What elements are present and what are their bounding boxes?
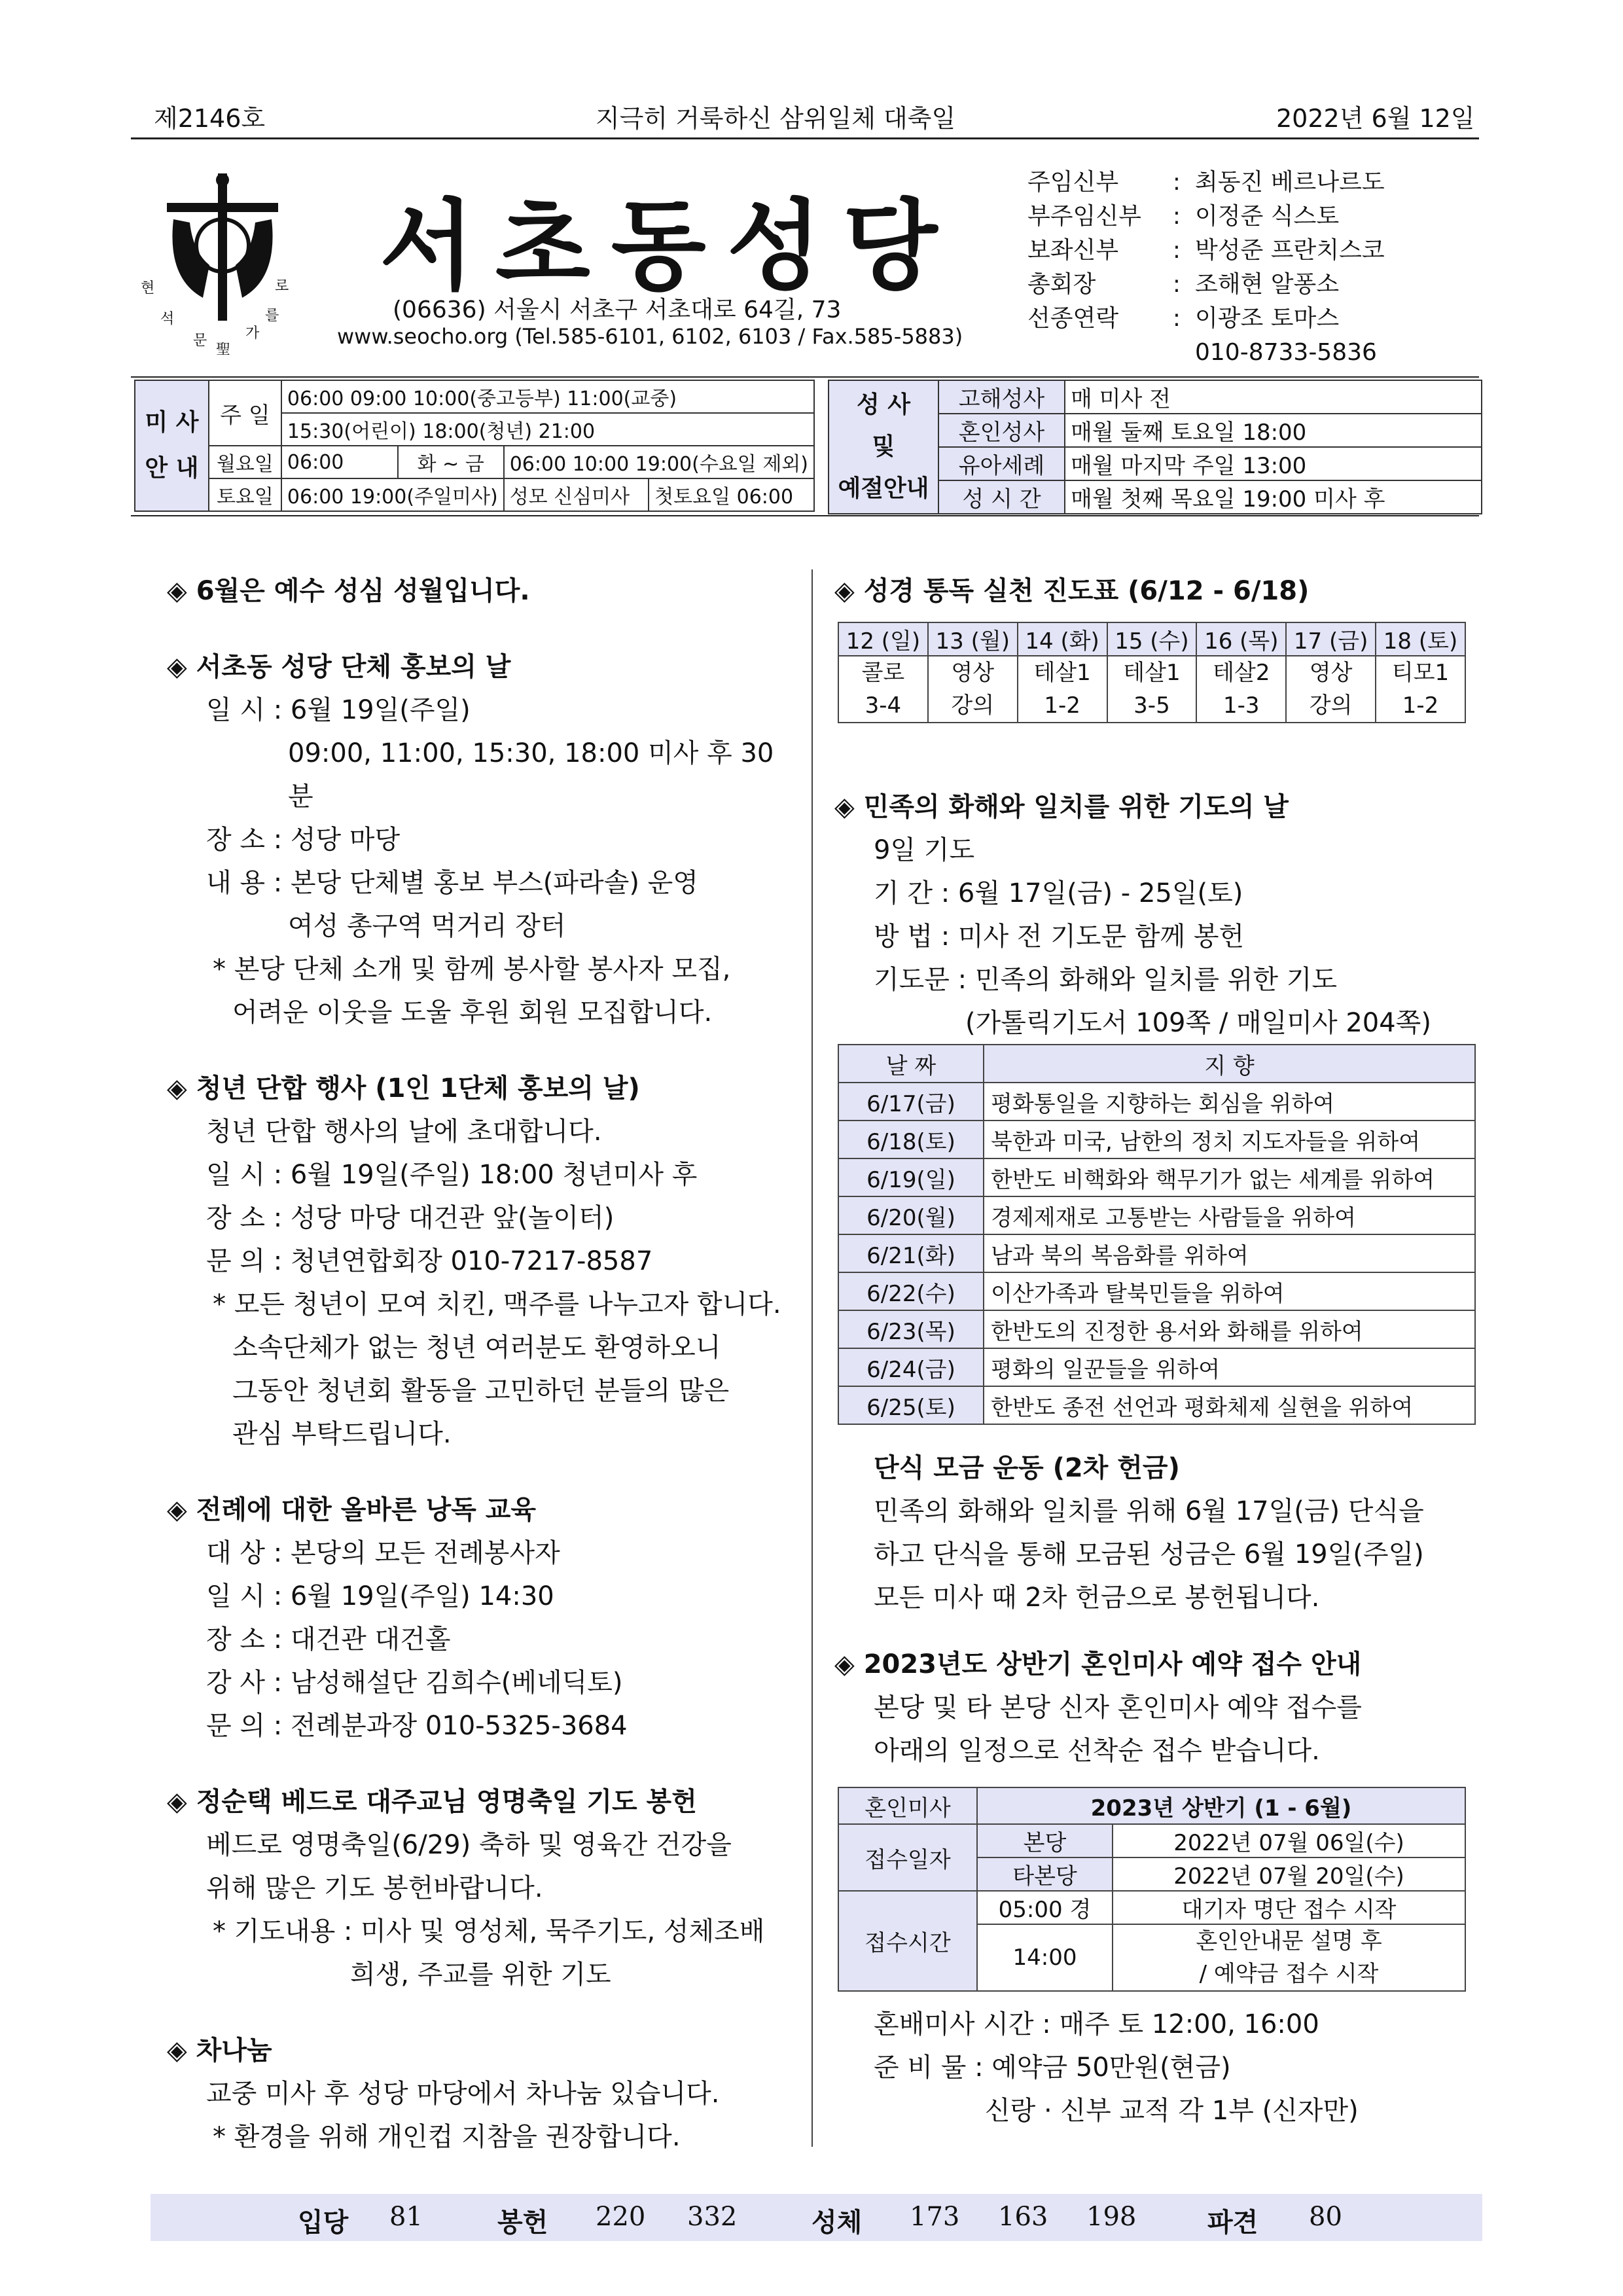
promo-content: 내 용 : 본당 단체별 홍보 부스(파라솔) 운영 xyxy=(206,868,698,898)
youth-note: 그동안 청년회 활동을 고민하던 분들의 많은 xyxy=(232,1376,730,1406)
parish-contact: www.seocho.org (Tel.585-6101, 6102, 6103 / Fax.585-5883) xyxy=(337,324,963,349)
staff-row: 보좌신부 : 박성준 프란치스코 xyxy=(1027,237,1385,264)
feast-title: 지극히 거룩하신 삼위일체 대축일 xyxy=(596,104,956,133)
sacrament-time: 매 미사 전 xyxy=(1065,380,1482,414)
table-row: 6/20(월) 경제제재로 고통받는 사람들을 위하여 xyxy=(838,1196,1475,1234)
communion-count-b: 163 xyxy=(998,2202,1048,2232)
table-row: 6/22(수) 이산가족과 탈북민들을 위하여 xyxy=(838,1272,1475,1310)
wedding-line: 아래의 일정으로 선착순 접수 받습니다. xyxy=(874,1736,1320,1766)
reading-line: 문 의 : 전례분과장 010-5325-3684 xyxy=(206,1711,628,1741)
bible-title: ◈ 성경 통독 실천 진도표 (6/12 - 6/18) xyxy=(834,576,1310,606)
fasting-line: 하고 단식을 통해 모금된 성금은 6월 19일(주일) xyxy=(874,1539,1424,1570)
sacrament-name: 성 시 간 xyxy=(938,480,1065,514)
prayer-line: 방 법 : 미사 전 기도문 함께 봉헌 xyxy=(874,922,1245,952)
prayer-ref: (가톨릭기도서 109쪽 / 매일미사 204쪽) xyxy=(965,1008,1431,1038)
saturday-time: 06:00 19:00(주일미사) xyxy=(281,478,504,511)
info-top-rule xyxy=(131,376,1479,378)
offering-count-b: 332 xyxy=(687,2202,738,2232)
wedding-title: ◈ 2023년도 상반기 혼인미사 예약 접수 안내 xyxy=(834,1649,1362,1679)
youth-line: 일 시 : 6월 19일(주일) 18:00 청년미사 후 xyxy=(206,1160,698,1190)
saturday-label: 토요일 xyxy=(209,478,281,511)
sacrament-name: 혼인성사 xyxy=(938,414,1065,447)
communion-count-a: 173 xyxy=(910,2202,960,2232)
prayer-subtitle: 9일 기도 xyxy=(874,835,975,865)
bible-books-row: 콜로 3-4 영상 강의 테살1 1-2 테살1 3-5 테살2 1-3 영상 강의 티모1 1-2 xyxy=(838,656,1465,723)
dismissal-count: 80 xyxy=(1309,2202,1342,2232)
communion-count-c: 198 xyxy=(1086,2202,1137,2232)
accept-date-label: 접수일자 xyxy=(838,1824,977,1891)
prayer-line: 기도문 : 민족의 화해와 일치를 위한 기도 xyxy=(874,965,1338,995)
home-parish-date: 2022년 07월 06일(수) xyxy=(1113,1824,1465,1857)
accept-time-label: 접수시간 xyxy=(838,1891,977,1991)
archbishop-line: 위해 많은 기도 봉헌바랍니다. xyxy=(206,1873,543,1903)
saturday-note: 성모 신심미사 xyxy=(504,478,649,511)
wedding-section xyxy=(834,1643,1476,1772)
reading-line: 강 사 : 남성해설단 김희수(베네딕토) xyxy=(206,1668,623,1698)
youth-line: 장 소 : 성당 마당 대건관 앞(놀이터) xyxy=(206,1203,615,1233)
prayer-title: ◈ 민족의 화해와 일치를 위한 기도의 날 xyxy=(834,792,1289,822)
fasting-title: 단식 모금 운동 (2차 헌금) xyxy=(874,1453,1180,1483)
tue-fri-time: 06:00 10:00 19:00(수요일 제외) xyxy=(504,446,814,478)
table-row: 6/19(일) 한반도 비핵화와 핵무기가 없는 세계를 위하여 xyxy=(838,1158,1475,1196)
other-parish-date: 2022년 07월 20일(수) xyxy=(1113,1857,1465,1891)
column-divider xyxy=(812,569,813,2147)
section-archbishop-title: ◈ 정순택 베드로 대주교님 영명축일 기도 봉헌 xyxy=(167,1787,697,1817)
promo-times: 09:00, 11:00, 15:30, 18:00 미사 후 30분 xyxy=(288,738,774,812)
fasting-line: 모든 미사 때 2차 헌금으로 봉헌됩니다. xyxy=(874,1583,1320,1613)
reading-line: 장 소 : 대건관 대건홀 xyxy=(206,1624,451,1655)
promo-content-2: 여성 총구역 먹거리 장터 xyxy=(288,911,566,941)
sacrament-time: 매월 마지막 주일 13:00 xyxy=(1065,447,1482,480)
sacrament-time: 매월 첫째 목요일 19:00 미사 후 xyxy=(1065,480,1482,514)
youth-line: 청년 단합 행사의 날에 초대합니다. xyxy=(206,1117,602,1147)
wedding-line: 본당 및 타 본당 신자 혼인미사 예약 접수를 xyxy=(874,1693,1362,1723)
staff-row: 주임신부 : 최동진 베르나르도 xyxy=(1027,169,1385,196)
info-bottom-rule xyxy=(131,515,1479,516)
stats-footer xyxy=(151,2194,1482,2241)
header-rule xyxy=(131,137,1479,139)
youth-note: 관심 부탁드립니다. xyxy=(232,1419,452,1449)
section-heart-month: ◈ 6월은 예수 성심 성월입니다. xyxy=(167,576,530,606)
fasting-section xyxy=(874,1446,1476,1619)
staff-row: 총회장 : 조해현 알퐁소 xyxy=(1027,271,1340,298)
prayer-line: 기 간 : 6월 17일(금) - 25일(토) xyxy=(874,878,1243,908)
issue-number: 제2146호 xyxy=(154,104,266,133)
table-row: 6/18(토) 북한과 미국, 남한의 정치 지도자들을 위하여 xyxy=(838,1121,1475,1158)
table-row: 6/21(화) 남과 북의 복음화를 위하여 xyxy=(838,1234,1475,1272)
bible-days-row: 12 (일) 13 (월) 14 (화) 15 (수) 16 (목) 17 (금) 18 (토) xyxy=(838,622,1465,656)
left-column xyxy=(167,569,795,2159)
reading-line: 일 시 : 6월 19일(주일) 14:30 xyxy=(206,1581,554,1611)
fasting-line: 민족의 화해와 일치를 위해 6월 17일(금) 단식을 xyxy=(874,1496,1424,1526)
issue-date: 2022년 6월 12일 xyxy=(1276,104,1475,133)
sacrament-label: 성 사 및 예절안내 xyxy=(829,380,938,514)
mass-schedule xyxy=(134,380,815,512)
archbishop-line: 베드로 영명축일(6/29) 축하 및 영육간 건강을 xyxy=(206,1830,732,1860)
sacrament-time: 매월 둘째 토요일 18:00 xyxy=(1065,414,1482,447)
wedding-notes xyxy=(874,2003,1476,2132)
promo-note-1: * 본당 단체 소개 및 함께 봉사할 봉사자 모집, xyxy=(213,954,731,984)
staff-row: 선종연락 : 이광조 토마스 xyxy=(1027,305,1340,332)
staff-phone-row: 010-8733-5836 xyxy=(1195,339,1377,366)
mass-label: 미 사 안 내 xyxy=(135,380,209,511)
bible-reading-table xyxy=(838,622,1466,723)
intent-header-row: 날 짜 지 향 xyxy=(838,1045,1475,1083)
wedding-prep: 준 비 물 : 예약금 50만원(현금) xyxy=(874,2053,1231,2083)
section-tea-title: ◈ 차나눔 xyxy=(167,2036,272,2066)
archbishop-note-2: 희생, 주교를 위한 기도 xyxy=(350,1960,611,1990)
sacrament-schedule xyxy=(828,380,1482,514)
section-reading-title: ◈ 전례에 대한 올바른 낭독 교육 xyxy=(167,1495,537,1525)
parish-address: (06636) 서울시 서초구 서초대로 64길, 73 xyxy=(393,296,842,323)
offering-label: 봉헌 xyxy=(497,2207,548,2238)
tea-note: * 환경을 위해 개인컵 지참을 권장합니다. xyxy=(213,2122,681,2152)
wedding-table: 혼인미사 2023년 상반기 (1 - 6월) 접수일자 본당 2022년 07월 06일(수) 타본당 2022년 07월 20일(수) 접수시간 05:00 경 대기자 명단 접수 시작 14:00 혼인안내문 설명 후 / 예약금 접수 시작 xyxy=(838,1787,1466,1992)
youth-note: * 모든 청년이 모여 치킨, 맥주를 나누고자 합니다. xyxy=(213,1289,781,1319)
section-youth-title: ◈ 청년 단합 행사 (1인 1단체 홍보의 날) xyxy=(167,1073,640,1103)
sacrament-name: 고해성사 xyxy=(938,380,1065,414)
tue-fri-label: 화 ~ 금 xyxy=(398,446,504,478)
tea-line: 교중 미사 후 성당 마당에서 차나눔 있습니다. xyxy=(206,2079,720,2109)
wedding-header-row: 혼인미사 2023년 상반기 (1 - 6월) xyxy=(838,1787,1465,1824)
offering-count-a: 220 xyxy=(596,2202,646,2232)
monday-time: 06:00 xyxy=(281,446,398,478)
promo-date: 일 시 : 6월 19일(주일) xyxy=(206,695,471,725)
parish-logo: 현 석 문 로 가 를 聖 xyxy=(147,167,298,363)
dismissal-label: 파견 xyxy=(1207,2207,1258,2238)
promo-note-2: 어려운 이웃을 도울 후원 회원 모집합니다. xyxy=(232,997,713,1028)
monday-label: 월요일 xyxy=(209,446,281,478)
youth-line: 문 의 : 청년연합회장 010-7217-8587 xyxy=(206,1246,653,1276)
communion-label: 성체 xyxy=(812,2207,863,2238)
entrance-count: 81 xyxy=(389,2202,423,2232)
section-promo-day-title: ◈ 서초동 성당 단체 홍보의 날 xyxy=(167,652,511,682)
sunday-times-1: 06:00 09:00 10:00(중고등부) 11:00(교중) xyxy=(281,380,814,413)
archbishop-note-1: * 기도내용 : 미사 및 영성체, 묵주기도, 성체조배 xyxy=(213,1916,765,1946)
wedding-prep-2: 신랑 · 신부 교적 각 1부 (신자만) xyxy=(985,2096,1359,2126)
first-saturday: 첫토요일 06:00 xyxy=(649,478,814,511)
prayer-intent-table xyxy=(838,1044,1476,1425)
sunday-label: 주 일 xyxy=(209,380,281,446)
table-row: 6/24(금) 평화의 일꾼들을 위하여 xyxy=(838,1348,1475,1386)
table-row: 6/17(금) 평화통일을 지향하는 회심을 위하여 xyxy=(838,1083,1475,1121)
sacrament-name: 유아세례 xyxy=(938,447,1065,480)
parish-name: 서초동성당 xyxy=(380,190,959,304)
reading-line: 대 상 : 본당의 모든 전례봉사자 xyxy=(206,1538,560,1568)
promo-place: 장 소 : 성당 마당 xyxy=(206,825,401,855)
sunday-times-2: 15:30(어린이) 18:00(청년) 21:00 xyxy=(281,413,814,446)
youth-note: 소속단체가 없는 청년 여러분도 환영하오니 xyxy=(232,1333,721,1363)
prayer-section xyxy=(834,785,1476,1045)
wedding-mass-time: 혼배미사 시간 : 매주 토 12:00, 16:00 xyxy=(874,2009,1319,2039)
table-row: 6/25(토) 한반도 종전 선언과 평화체제 실현을 위하여 xyxy=(838,1386,1475,1424)
staff-list xyxy=(1027,166,1385,370)
table-row: 6/23(목) 한반도의 진정한 용서와 화해를 위하여 xyxy=(838,1310,1475,1348)
entrance-label: 입당 xyxy=(298,2207,349,2238)
staff-row: 부주임신부 : 이정준 식스토 xyxy=(1027,203,1340,230)
